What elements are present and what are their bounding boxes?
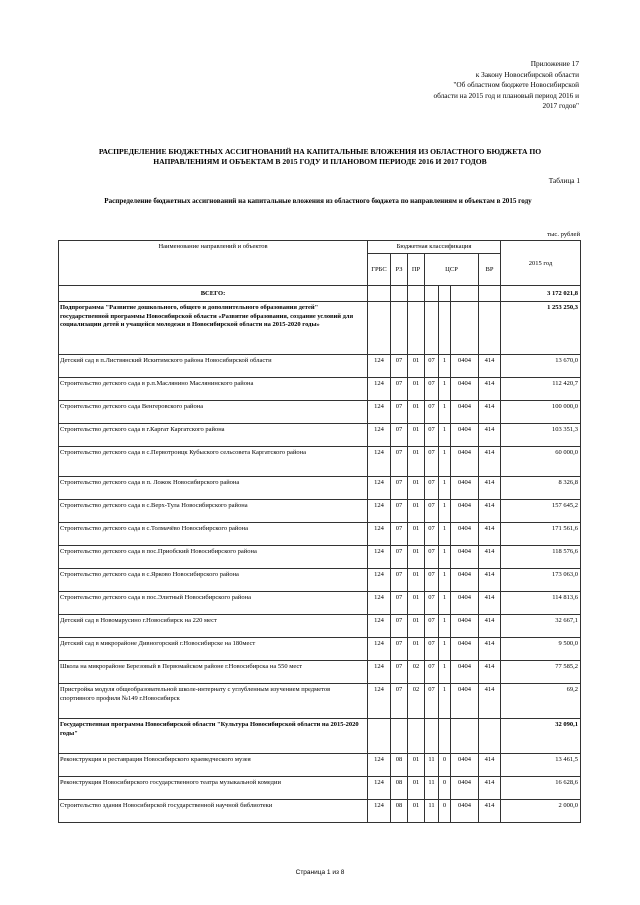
row-grbs: 124 [368,477,391,500]
row-rz: 07 [391,592,408,615]
row-vr: 414 [479,754,501,777]
header-2015: 2015 год [501,241,581,286]
program-row [59,719,581,754]
row-pr: 01 [408,447,425,477]
object-row [59,638,581,661]
row-vr: 414 [479,569,501,592]
row-csr-part: 07 [425,684,439,719]
object-row [59,592,581,615]
document-title [40,147,600,168]
object-row [59,754,581,777]
row-amount: 112 420,7 [501,378,581,401]
row-csr-part: 07 [425,477,439,500]
row-name: Реконструкция Новосибирского государственного театра музыкальной комедии [59,777,368,800]
row-amount: 32 090,1 [501,719,581,754]
object-row [59,355,581,378]
row-name: Строительство детского сада Венгеровского района [59,401,368,424]
row-grbs: 124 [368,615,391,638]
row-grbs: 124 [368,447,391,477]
program-row [59,302,581,355]
row-vr: 414 [479,777,501,800]
row-rz: 07 [391,500,408,523]
row-rz: 07 [391,523,408,546]
appendix-line: Приложение 17 [530,59,579,68]
row-csr-part: 07 [425,424,439,447]
row-grbs: 124 [368,569,391,592]
row-amount: 157 645,2 [501,500,581,523]
row-pr: 02 [408,661,425,684]
title-line: НАПРАВЛЕНИЯМ И ОБЪЕКТАМ В 2015 ГОДУ И ПЛАНОВОМ ПЕРИОДЕ 2016 И 2017 ГОДОВ [153,157,487,167]
row-csr-part: 0404 [451,378,479,401]
row-vr: 414 [479,378,501,401]
row-name: Строительство детского сада в с.Верх-Тула Новосибирского района [59,500,368,523]
row-csr-part [439,302,451,355]
row-name: Строительство здания Новосибирской государственной научной библиотеки [59,800,368,823]
row-grbs: 124 [368,800,391,823]
row-csr-part: 0404 [451,447,479,477]
row-csr-part: 07 [425,569,439,592]
row-csr-part: 1 [439,615,451,638]
row-csr-part: 07 [425,355,439,378]
row-vr: 414 [479,401,501,424]
empty-cell [425,286,439,302]
row-name: Детский сад в микрорайоне Дивногорский г.Новосибирске на 180мест [59,638,368,661]
row-csr-part: 1 [439,638,451,661]
row-amount: 171 561,6 [501,523,581,546]
header-pr: ПР [408,254,425,286]
row-grbs: 124 [368,661,391,684]
row-amount: 2 000,0 [501,800,581,823]
appendix-line: 2017 годов" [542,101,579,111]
row-amount: 114 813,6 [501,592,581,615]
empty-cell [408,286,425,302]
row-amount: 16 628,6 [501,777,581,800]
row-csr-part: 07 [425,523,439,546]
row-name: Реконструкция и реставрация Новосибирского краеведческого музея [59,754,368,777]
row-name: Строительство детского сада в пос.Приобский Новосибирского района [59,546,368,569]
row-pr: 01 [408,546,425,569]
row-csr-part: 0 [439,754,451,777]
row-grbs: 124 [368,500,391,523]
row-amount: 77 585,2 [501,661,581,684]
row-rz: 08 [391,754,408,777]
row-name: Строительство детского сада в пос.Элитный Новосибирского района [59,592,368,615]
row-grbs [368,719,391,754]
empty-cell [368,286,391,302]
object-row [59,424,581,447]
row-vr [479,302,501,355]
row-vr: 414 [479,424,501,447]
row-vr: 414 [479,684,501,719]
row-pr: 01 [408,355,425,378]
row-pr: 01 [408,800,425,823]
row-name: Школа на микрорайоне Березовый в Первомайском районе г.Новосибирска на 550 мест [59,661,368,684]
appendix-line: "Об областном бюджете Новосибирской [453,80,579,90]
row-name: Государственная программа Новосибирской области "Культура Новосибирской области на 2015-2020 годы" [59,719,368,754]
row-vr: 414 [479,546,501,569]
object-row [59,569,581,592]
row-csr-part: 07 [425,401,439,424]
row-csr-part: 0404 [451,661,479,684]
row-rz [391,302,408,355]
row-amount: 69,2 [501,684,581,719]
appendix-line: к Закону Новосибирской области [475,69,579,79]
row-amount: 1 253 250,3 [501,302,581,355]
row-vr: 414 [479,661,501,684]
row-rz: 07 [391,546,408,569]
object-row [59,401,581,424]
row-name: Строительство детского сада в г.Каргат Каргатского района [59,424,368,447]
row-rz: 07 [391,661,408,684]
row-rz: 07 [391,477,408,500]
row-csr-part: 0404 [451,477,479,500]
object-row [59,477,581,500]
appendix-note [349,59,579,112]
row-rz: 07 [391,355,408,378]
row-pr: 01 [408,424,425,447]
row-grbs: 124 [368,523,391,546]
row-rz: 07 [391,378,408,401]
row-vr: 414 [479,615,501,638]
empty-cell [451,286,479,302]
row-csr-part: 0404 [451,500,479,523]
row-csr-part: 07 [425,615,439,638]
header-vr: ВР [479,254,501,286]
row-pr: 02 [408,684,425,719]
row-csr-part: 07 [425,661,439,684]
row-grbs: 124 [368,684,391,719]
row-csr-part [451,719,479,754]
row-vr: 414 [479,592,501,615]
total-amount: 3 172 021,8 [501,286,581,302]
object-row [59,500,581,523]
row-name: Пристройка модуля общеобразовательной школе-интернату с углубленным изучением предметов спортивного профиля №149 г.Новосибирск [59,684,368,719]
row-csr-part: 07 [425,638,439,661]
row-csr-part: 0404 [451,546,479,569]
row-csr-part: 0404 [451,754,479,777]
row-grbs: 124 [368,754,391,777]
units-label: тыс. рублей [547,231,580,238]
header-grbs: ГРБС [368,254,391,286]
row-csr-part: 1 [439,569,451,592]
row-amount: 32 667,1 [501,615,581,638]
empty-cell [479,286,501,302]
row-pr: 01 [408,569,425,592]
row-name: Строительство детского сада в с.Толмачёво Новосибирского района [59,523,368,546]
row-rz [391,719,408,754]
row-csr-part: 1 [439,592,451,615]
header-rz: РЗ [391,254,408,286]
row-amount: 9 500,0 [501,638,581,661]
total-label: ВСЕГО: [59,286,368,302]
row-name: Подпрограмма "Развитие дошкольного, общего и дополнительного образования детей" государственной программы Новосибирской области «Развитие образования, создание условий для социализации детей и учащейся молодежи в Новосибирской области на 2015-2020 годы» [59,302,368,355]
row-csr-part: 0404 [451,777,479,800]
row-grbs: 124 [368,592,391,615]
empty-cell [391,286,408,302]
object-row [59,523,581,546]
row-pr: 01 [408,615,425,638]
row-csr-part: 0404 [451,355,479,378]
row-vr: 414 [479,500,501,523]
row-csr-part: 1 [439,401,451,424]
row-csr-part: 0404 [451,523,479,546]
row-vr: 414 [479,638,501,661]
row-csr-part: 07 [425,546,439,569]
row-csr-part: 11 [425,800,439,823]
row-vr: 414 [479,355,501,378]
row-amount: 8 326,8 [501,477,581,500]
empty-cell [439,286,451,302]
page-footer: Страница 1 из 8 [295,869,345,876]
row-amount: 103 351,3 [501,424,581,447]
row-csr-part: 0404 [451,401,479,424]
row-amount: 173 063,0 [501,569,581,592]
row-csr-part: 07 [425,592,439,615]
row-csr-part: 0404 [451,615,479,638]
row-csr-part: 0404 [451,592,479,615]
row-pr [408,302,425,355]
row-csr-part: 1 [439,684,451,719]
row-csr-part: 1 [439,500,451,523]
table-number: Таблица 1 [548,176,580,185]
row-amount: 118 576,6 [501,546,581,569]
row-pr: 01 [408,500,425,523]
row-vr: 414 [479,523,501,546]
row-pr: 01 [408,401,425,424]
row-grbs: 124 [368,546,391,569]
row-name: Строительство детского сада в р.п.Маслянино Маслянинского района [59,378,368,401]
allocation-table [58,240,581,823]
row-pr: 01 [408,378,425,401]
header-csr: ЦСР [425,254,479,286]
row-csr-part: 1 [439,661,451,684]
row-rz: 07 [391,401,408,424]
row-pr: 01 [408,477,425,500]
row-pr: 01 [408,754,425,777]
row-rz: 07 [391,424,408,447]
row-pr: 01 [408,523,425,546]
object-row [59,447,581,477]
row-grbs: 124 [368,378,391,401]
row-csr-part: 0404 [451,638,479,661]
row-csr-part: 0404 [451,800,479,823]
row-grbs: 124 [368,777,391,800]
row-vr: 414 [479,477,501,500]
row-csr-part: 1 [439,447,451,477]
header-budget-classification: Бюджетная классификация [368,241,501,254]
row-csr-part [425,302,439,355]
row-vr [479,719,501,754]
row-name: Детский сад в п.Листвянский Искитимского района Новосибирской области [59,355,368,378]
table-subtitle: Распределение бюджетных ассигнований на капитальные вложения из областного бюджета по направлениям и объектам в 2015 году [104,197,532,205]
row-amount: 13 461,5 [501,754,581,777]
row-name: Детский сад в Новомарусино г.Новосибирск на 220 мест [59,615,368,638]
row-grbs: 124 [368,424,391,447]
row-csr-part: 0404 [451,684,479,719]
row-csr-part: 1 [439,424,451,447]
row-amount: 100 000,0 [501,401,581,424]
row-name: Строительство детского сада в с.Первотроицк Кубыского сельсовета Каргатского района [59,447,368,477]
row-csr-part: 1 [439,523,451,546]
row-csr-part [439,719,451,754]
object-row [59,661,581,684]
object-row [59,615,581,638]
row-grbs: 124 [368,638,391,661]
row-grbs: 124 [368,401,391,424]
row-grbs: 124 [368,355,391,378]
row-amount: 60 000,0 [501,447,581,477]
row-name: Строительство детского сада в п. Ложок Новосибирского района [59,477,368,500]
total-row [59,286,581,302]
row-csr-part [451,302,479,355]
row-rz: 07 [391,638,408,661]
row-csr-part: 07 [425,447,439,477]
row-csr-part: 1 [439,355,451,378]
row-csr-part: 0404 [451,424,479,447]
object-row [59,684,581,719]
title-line: РАСПРЕДЕЛЕНИЕ БЮДЖЕТНЫХ АССИГНОВАНИЙ НА КАПИТАЛЬНЫЕ ВЛОЖЕНИЯ ИЗ ОБЛАСТНОГО БЮДЖЕТА ПО [98,147,542,156]
row-csr-part: 07 [425,500,439,523]
row-csr-part: 0 [439,800,451,823]
row-csr-part: 07 [425,378,439,401]
row-csr-part [425,719,439,754]
object-row [59,378,581,401]
row-rz: 07 [391,615,408,638]
object-row [59,546,581,569]
row-rz: 07 [391,684,408,719]
row-grbs [368,302,391,355]
row-rz: 08 [391,777,408,800]
row-csr-part: 0 [439,777,451,800]
row-rz: 07 [391,447,408,477]
row-vr: 414 [479,800,501,823]
appendix-line: области на 2015 год и плановый период 2016 и [433,90,579,100]
row-csr-part: 11 [425,777,439,800]
row-csr-part: 1 [439,546,451,569]
row-pr: 01 [408,638,425,661]
row-rz: 07 [391,569,408,592]
row-csr-part: 11 [425,754,439,777]
row-csr-part: 1 [439,477,451,500]
row-pr: 01 [408,777,425,800]
row-name: Строительство детского сада в с.Ярково Новосибирского района [59,569,368,592]
row-rz: 08 [391,800,408,823]
row-pr: 01 [408,592,425,615]
row-pr [408,719,425,754]
object-row [59,777,581,800]
row-amount: 13 670,0 [501,355,581,378]
row-csr-part: 1 [439,378,451,401]
row-csr-part: 0404 [451,569,479,592]
row-vr: 414 [479,447,501,477]
header-name: Наименование направлений и объектов [59,241,368,286]
object-row [59,800,581,823]
